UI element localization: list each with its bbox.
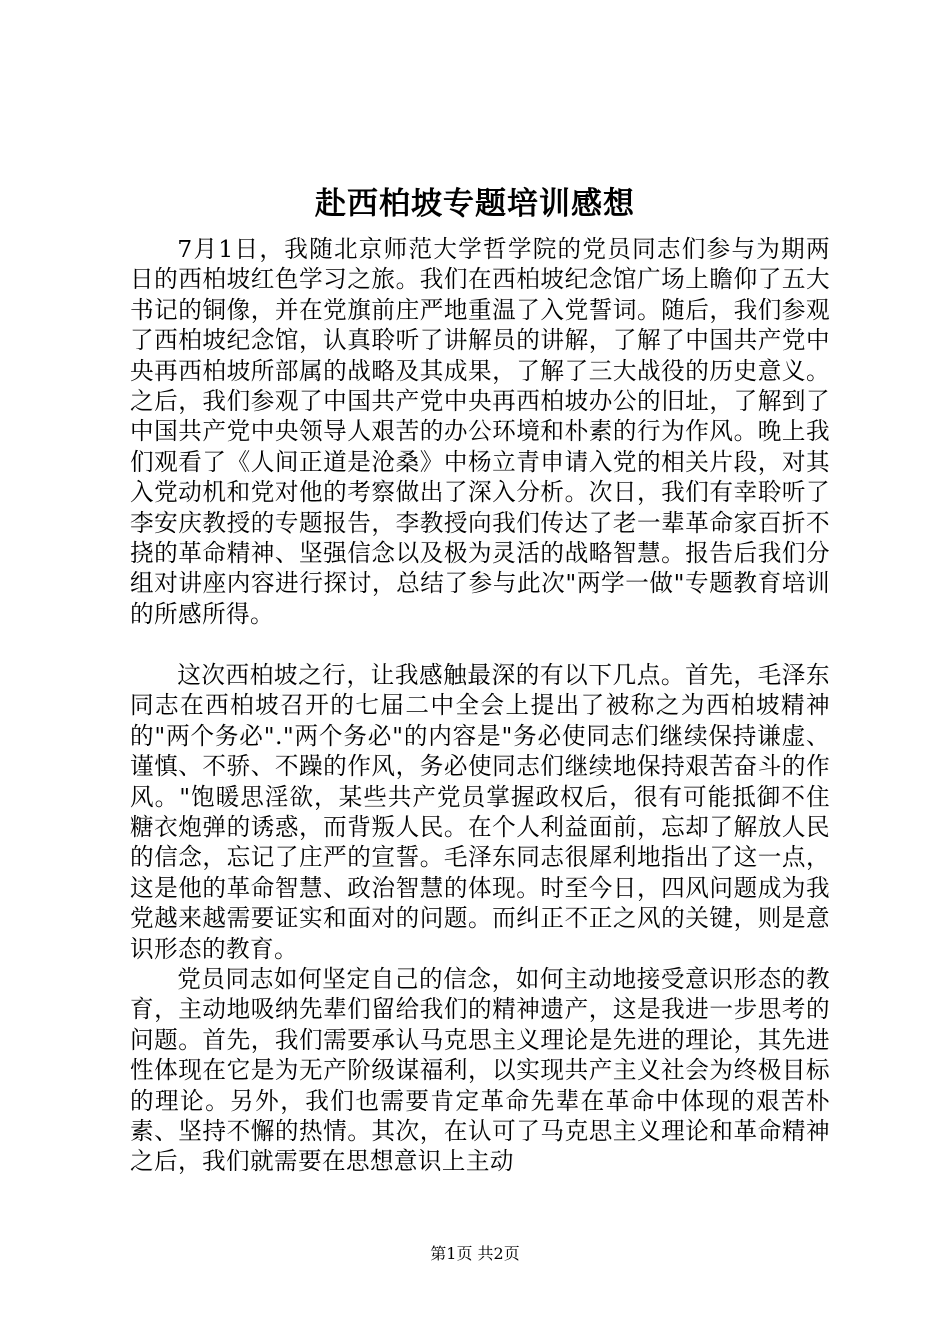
- page-number-footer: 第1页 共2页: [430, 1244, 520, 1263]
- paragraph-2: 这次西柏坡之行，让我感触最深的有以下几点。首先，毛泽东同志在西柏坡召开的七届二中全会上提出了被称之为西柏坡精神的"两个务必"."两个务必"的内容是"务必使同志们继续保持谦虚、谨慎、不骄、不躁的作风，务必使同志们继续地保持艰苦奋斗的作风。"饱暖思淫欲，某些共产党员掌握政权后，很有可能抵御不住糖衣炮弹的诱惑，而背叛人民。在个人利益面前，忘却了解放人民的信念，忘记了庄严的宣誓。毛泽东同志很犀利地指出了这一点，这是他的革命智慧、政治智慧的体现。时至今日，四风问题成为我党越来越需要证实和面对的问题。而纠正不正之风的关键，则是意识形态的教育。: [130, 661, 830, 963]
- paragraph-3: 党员同志如何坚定自己的信念，如何主动地接受意识形态的教育，主动地吸纳先辈们留给我们的精神遗产，这是我进一步思考的问题。首先，我们需要承认马克思主义理论是先进的理论，其先进性体现在它是为无产阶级谋福利，以实现共产主义社会为终极目标的理论。另外，我们也需要肯定革命先辈在革命中体现的艰苦朴素、坚持不懈的热情。其次，在认可了马克思主义理论和革命精神之后，我们就需要在思想意识上主动: [130, 965, 830, 1176]
- document-title: 赴西柏坡专题培训感想: [315, 186, 635, 222]
- paragraph-1: 7月1日，我随北京师范大学哲学院的党员同志们参与为期两日的西柏坡红色学习之旅。我们在西柏坡纪念馆广场上瞻仰了五大书记的铜像，并在党旗前庄严地重温了入党誓词。随后，我们参观了西柏坡纪念馆，认真聆听了讲解员的讲解，了解了中国共产党中央再西柏坡所部属的战略及其成果，了解了三大战役的历史意义。之后，我们参观了中国共产党中央再西柏坡办公的旧址，了解到了中国共产党中央领导人艰苦的办公环境和朴素的行为作风。晚上我们观看了《人间正道是沧桑》中杨立青申请入党的相关片段，对其入党动机和党对他的考察做出了深入分析。次日，我们有幸聆听了李安庆教授的专题报告，李教授向我们传达了老一辈革命家百折不挠的革命精神、坚强信念以及极为灵活的战略智慧。报告后我们分组对讲座内容进行探讨，总结了参与此次"两学一做"专题教育培训的所感所得。: [130, 235, 830, 628]
